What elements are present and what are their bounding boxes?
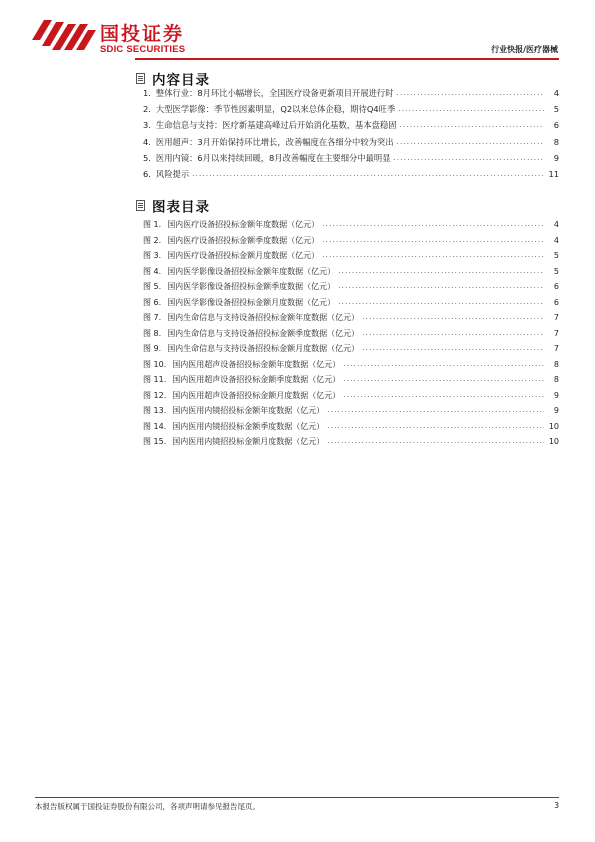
figure-number: 图 2. [143,235,162,245]
figure-caption: 国内医用内镜招投标金额季度数据（亿元） [172,421,325,431]
dot-leader [338,282,544,290]
figure-item[interactable] [143,250,559,266]
toc-section-title [136,68,210,89]
figure-page: 8 [553,375,559,384]
toc-item-text: 医用超声：3月开始保持环比增长，改善幅度在各细分中较为突出 [155,136,394,147]
figure-number: 图 13. [143,406,167,415]
figure-list [143,219,559,452]
figure-page: 5 [553,266,559,276]
figure-item[interactable] [143,281,559,297]
toc-item-page: 5 [553,104,559,115]
toc-item-text: 医用内镜：6月以来持续回暖，8月改善幅度在主要细分中最明显 [155,152,391,163]
dot-leader [338,267,544,275]
figure-number: 图 4. [143,266,162,276]
toc-title: 内容目录 [152,72,210,89]
figure-item[interactable] [143,343,559,359]
figure-item[interactable] [143,374,559,390]
figure-page: 7 [553,313,559,322]
toc-item-number: 4. [143,136,151,147]
toc-item-number: 6. [143,168,151,179]
toc-item[interactable] [143,119,559,135]
document-icon [136,73,145,84]
toc-item-text: 风险提示 [155,168,190,179]
figure-caption: 国内医用内镜招投标金额月度数据（亿元） [172,437,325,446]
dot-leader [343,360,544,368]
figure-page: 9 [553,390,559,400]
logo-english-name: SDIC SECURITIES [100,44,186,55]
toc-item-page: 8 [553,136,559,147]
logo-chinese-name: 国投证券 [100,23,185,45]
figure-item[interactable] [143,436,559,452]
toc-item[interactable] [143,136,559,152]
dot-leader [343,375,544,383]
figure-page: 10 [548,437,559,446]
document-icon [136,200,145,211]
dot-leader [338,298,544,306]
toc-item-text: 整体行业：8月环比小幅增长，全国医疗设备更新项目开展进行时 [155,88,394,98]
page-number: 3 [554,801,559,810]
page-header [0,0,595,62]
figure-item[interactable] [143,266,559,282]
toc-list [143,87,559,184]
dot-leader [192,170,544,178]
toc-item-page: 9 [553,152,559,163]
toc-item-number: 1. [143,88,151,98]
figure-page: 6 [553,282,559,291]
toc-item-text: 大型医学影像：季节性因素明显，Q2以来总体企稳，期待Q4旺季 [155,104,396,115]
figure-number: 图 3. [143,251,162,260]
industry-tag: 行业快报/医疗器械 [491,45,558,54]
toc-item-number: 3. [143,120,151,131]
toc-item[interactable] [143,103,559,119]
toc-item[interactable] [143,168,559,184]
figure-number: 图 7. [143,313,162,322]
header-divider [135,58,559,60]
figure-number: 图 5. [143,282,162,291]
figure-caption: 国内医疗设备招投标金额月度数据（亿元） [167,251,320,260]
dot-leader [343,391,544,399]
figure-number: 图 1. [143,220,162,229]
figure-number: 图 15. [143,437,167,446]
figure-item[interactable] [143,235,559,251]
dot-leader [362,344,544,352]
figure-caption: 国内医用内镜招投标金额年度数据（亿元） [172,406,325,415]
figures-title: 图表目录 [152,199,210,216]
figures-section-title [136,195,210,216]
figure-item[interactable] [143,312,559,328]
dot-leader [322,236,544,244]
figure-item[interactable] [143,390,559,406]
figure-caption: 国内生命信息与支持设备招投标金额季度数据（亿元） [167,328,360,338]
logo-stripes-icon [30,14,96,54]
dot-leader [322,220,544,228]
toc-item-number: 2. [143,104,151,115]
figure-caption: 国内医疗设备招投标金额季度数据（亿元） [167,235,320,245]
dot-leader [327,406,544,414]
dot-leader [397,89,544,97]
figure-item[interactable] [143,328,559,344]
figure-number: 图 9. [143,344,162,353]
company-logo [30,14,210,54]
figure-number: 图 11. [143,375,167,384]
figure-page: 9 [553,406,559,415]
figure-page: 5 [553,251,559,260]
figure-page: 7 [553,328,559,338]
figure-item[interactable] [143,405,559,421]
figure-caption: 国内医学影像设备招投标金额月度数据（亿元） [167,297,336,307]
figure-page: 4 [553,220,559,229]
figure-item[interactable] [143,359,559,375]
figure-caption: 国内医用超声设备招投标金额季度数据（亿元） [172,375,341,384]
figure-number: 图 8. [143,328,162,338]
dot-leader [398,105,544,113]
figure-number: 图 6. [143,297,162,307]
toc-item-page: 6 [553,120,559,131]
dot-leader [362,329,544,337]
dot-leader [400,121,544,129]
dot-leader [327,422,544,430]
figure-page: 6 [553,297,559,307]
toc-item-page: 4 [553,88,559,98]
figure-page: 4 [553,235,559,245]
figure-item[interactable] [143,219,559,235]
toc-item[interactable] [143,87,559,103]
figure-caption: 国内生命信息与支持设备招投标金额月度数据（亿元） [167,344,360,353]
figure-caption: 国内生命信息与支持设备招投标金额年度数据（亿元） [167,313,360,322]
dot-leader [394,154,545,162]
figure-page: 8 [553,359,559,369]
dot-leader [362,313,544,321]
figure-caption: 国内医用超声设备招投标金额月度数据（亿元） [172,390,341,400]
figure-number: 图 10. [143,359,167,369]
toc-item-text: 生命信息与支持：医疗新基建高峰过后开始消化基数，基本盘稳固 [155,120,397,131]
dot-leader [327,437,544,445]
figure-caption: 国内医用超声设备招投标金额年度数据（亿元） [172,359,341,369]
figure-item[interactable] [143,421,559,437]
footer-disclaimer: 本报告版权属于国投证券股份有限公司，各项声明请参见报告尾页。 [35,802,260,811]
footer-divider [35,797,559,798]
figure-caption: 国内医学影像设备招投标金额年度数据（亿元） [167,266,336,276]
figure-number: 图 14. [143,421,167,431]
figure-number: 图 12. [143,390,167,400]
figure-page: 10 [548,421,559,431]
dot-leader [397,138,544,146]
figure-item[interactable] [143,297,559,313]
toc-item-page: 11 [548,168,559,179]
dot-leader [322,251,544,259]
figure-page: 7 [553,344,559,353]
toc-item[interactable] [143,152,559,168]
toc-item-number: 5. [143,152,151,163]
figure-caption: 国内医疗设备招投标金额年度数据（亿元） [167,220,320,229]
figure-caption: 国内医学影像设备招投标金额季度数据（亿元） [167,282,336,291]
